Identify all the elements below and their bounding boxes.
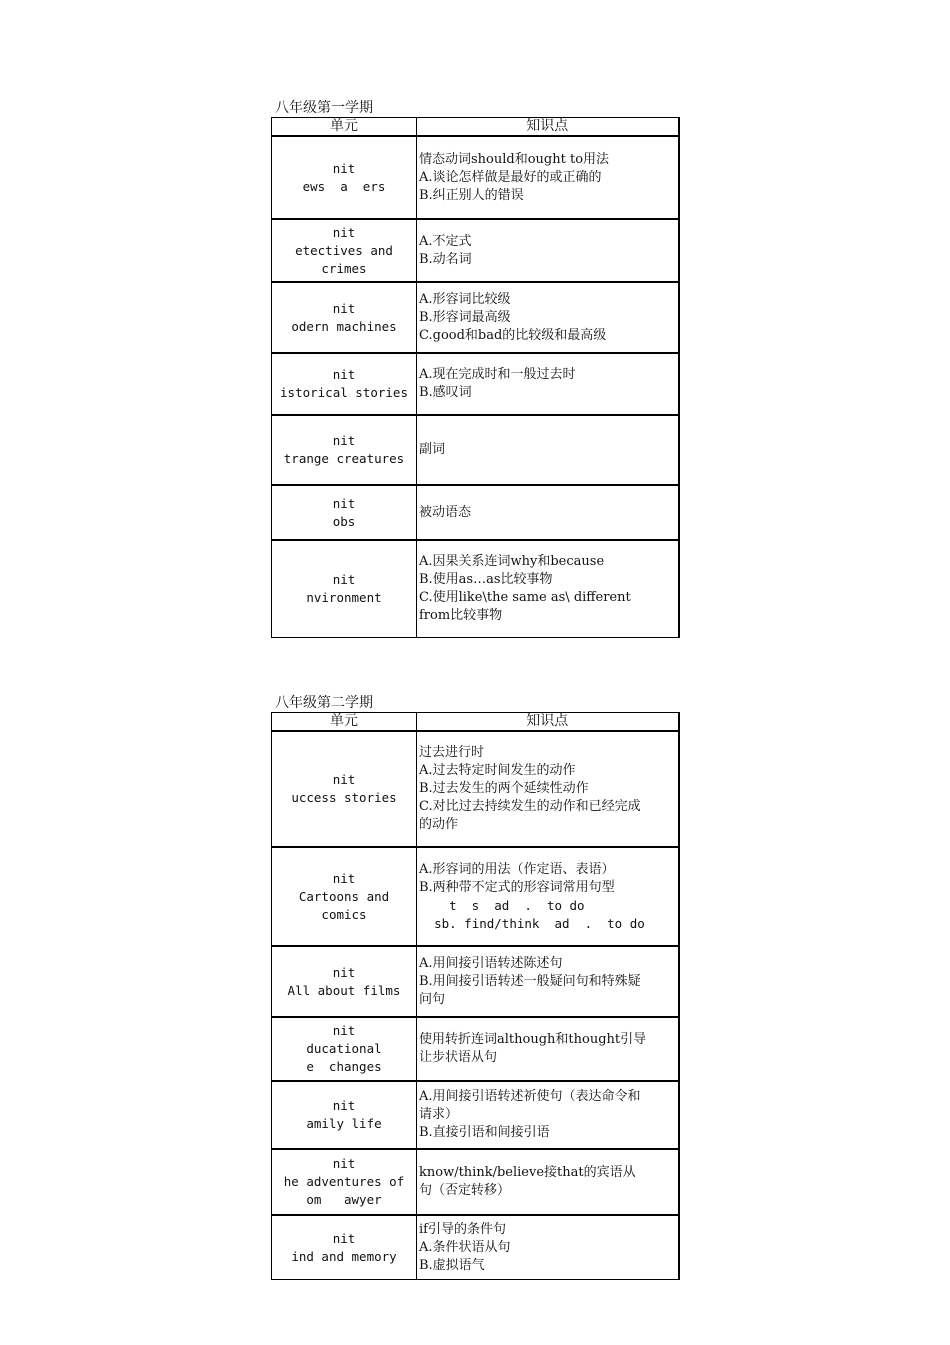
unit-cell bbox=[272, 136, 417, 219]
table-row bbox=[272, 282, 679, 353]
term1-title: 八年级第一学期 bbox=[275, 100, 373, 116]
unit-line: he adventures of bbox=[283, 1174, 405, 1189]
points-cell bbox=[417, 1017, 679, 1081]
points-cell bbox=[417, 485, 679, 540]
point-line: 问句 bbox=[419, 991, 446, 1007]
term2-title: 八年级第二学期 bbox=[275, 695, 373, 711]
point-line: B.过去发生的两个延续性动作 bbox=[419, 781, 589, 796]
unit-cell bbox=[272, 353, 417, 415]
unit-cell bbox=[272, 847, 417, 946]
unit-cell bbox=[272, 1017, 417, 1081]
points-cell bbox=[417, 1149, 679, 1215]
point-line: t s ad . to do bbox=[419, 897, 585, 913]
point-line: C.对比过去持续发生的动作和已经完成 bbox=[419, 799, 641, 814]
points-cell bbox=[417, 353, 679, 415]
points-cell bbox=[417, 282, 679, 353]
point-line: 句（否定转移） bbox=[419, 1183, 511, 1198]
unit-line: etectives and bbox=[295, 242, 393, 258]
unit-line: nit bbox=[332, 572, 356, 587]
unit-cell bbox=[272, 282, 417, 353]
point-line: B.动名词 bbox=[419, 251, 472, 267]
unit-line: nit bbox=[332, 1098, 356, 1113]
point-line: sb. find/think ad . to do bbox=[419, 915, 645, 931]
points-cell bbox=[417, 415, 679, 485]
point-line: 使用转折连词although和thought引导 bbox=[419, 1032, 647, 1047]
unit-line: om awyer bbox=[306, 1192, 382, 1207]
table-row bbox=[272, 946, 679, 1017]
point-line: B.直接引语和间接引语 bbox=[419, 1125, 550, 1140]
point-line: A.因果关系连词why和because bbox=[419, 554, 605, 569]
table-row bbox=[272, 1149, 679, 1215]
unit-line: istorical stories bbox=[280, 385, 408, 400]
table-row bbox=[272, 731, 679, 847]
point-line: A.用间接引语转述陈述句 bbox=[419, 955, 563, 971]
unit-cell bbox=[272, 485, 417, 540]
table-row bbox=[272, 1081, 679, 1149]
point-line: B.虚拟语气 bbox=[419, 1257, 485, 1273]
unit-line: e changes bbox=[306, 1059, 382, 1074]
point-line: 副词 bbox=[419, 442, 446, 457]
unit-line: uccess stories bbox=[291, 790, 397, 805]
point-line: A.形容词的用法（作定语、表语） bbox=[419, 861, 615, 877]
term1-section bbox=[271, 99, 678, 638]
point-line: A.条件状语从句 bbox=[419, 1239, 511, 1255]
table-row bbox=[272, 847, 679, 946]
unit-line: crimes bbox=[321, 260, 367, 276]
point-line: from比较事物 bbox=[419, 608, 503, 623]
point-line: 请求） bbox=[419, 1107, 459, 1122]
term1-table bbox=[271, 117, 680, 638]
table-row bbox=[272, 1215, 679, 1280]
table-row bbox=[272, 219, 679, 282]
unit-line: nit bbox=[332, 433, 356, 448]
unit-line: All about films bbox=[287, 982, 401, 998]
points-cell bbox=[417, 847, 679, 946]
point-line: A.形容词比较级 bbox=[419, 291, 511, 307]
unit-line: nit bbox=[332, 160, 356, 176]
term2-section bbox=[271, 694, 678, 1280]
point-line: B.形容词最高级 bbox=[419, 309, 511, 325]
unit-line: ind and memory bbox=[291, 1248, 397, 1264]
points-cell bbox=[417, 540, 679, 638]
point-line: B.使用as…as比较事物 bbox=[419, 572, 553, 587]
unit-line: nit bbox=[332, 964, 356, 980]
unit-line: comics bbox=[321, 906, 367, 922]
point-line: B.感叹词 bbox=[419, 385, 472, 400]
point-line: 被动语态 bbox=[419, 504, 472, 520]
point-line: 过去进行时 bbox=[419, 745, 485, 760]
unit-line: nit bbox=[332, 1023, 356, 1038]
table-row bbox=[272, 1017, 679, 1081]
point-line: if引导的条件句 bbox=[419, 1221, 506, 1237]
unit-line: nit bbox=[332, 1230, 356, 1246]
unit-cell bbox=[272, 219, 417, 282]
point-line: A.用间接引语转述祈使句（表达命令和 bbox=[419, 1089, 641, 1104]
point-line: know/think/believe接that的宾语从 bbox=[419, 1165, 636, 1180]
point-line: B.纠正别人的错误 bbox=[419, 187, 524, 203]
term2-table bbox=[271, 712, 680, 1280]
points-cell bbox=[417, 219, 679, 282]
point-line: C.使用like\the same as\ different bbox=[419, 590, 631, 605]
table-header-row bbox=[272, 118, 679, 137]
points-header: 知识点 bbox=[417, 118, 679, 137]
unit-cell bbox=[272, 415, 417, 485]
point-line: C.good和bad的比较级和最高级 bbox=[419, 327, 607, 343]
unit-line: nit bbox=[332, 300, 356, 316]
unit-line: ducational bbox=[306, 1041, 382, 1056]
points-cell bbox=[417, 731, 679, 847]
table-row bbox=[272, 136, 679, 219]
unit-line: nit bbox=[332, 870, 356, 886]
point-line: A.不定式 bbox=[419, 233, 472, 249]
points-cell bbox=[417, 1215, 679, 1280]
unit-line: odern machines bbox=[291, 318, 397, 334]
unit-header: 单元 bbox=[272, 713, 417, 732]
unit-cell bbox=[272, 540, 417, 638]
unit-cell bbox=[272, 1149, 417, 1215]
unit-line: nit bbox=[332, 772, 356, 787]
point-line: A.谈论怎样做是最好的或正确的 bbox=[419, 169, 602, 185]
table-row bbox=[272, 353, 679, 415]
points-cell bbox=[417, 136, 679, 219]
table-row bbox=[272, 485, 679, 540]
points-cell bbox=[417, 946, 679, 1017]
point-line: A.现在完成时和一般过去时 bbox=[419, 367, 576, 382]
unit-line: Cartoons and bbox=[298, 888, 390, 904]
points-cell bbox=[417, 1081, 679, 1149]
point-line: 让步状语从句 bbox=[419, 1050, 498, 1065]
unit-line: nvironment bbox=[306, 590, 382, 605]
table-header-row bbox=[272, 713, 679, 732]
table-row bbox=[272, 415, 679, 485]
point-line: B.用间接引语转述一般疑问句和特殊疑 bbox=[419, 973, 641, 989]
unit-line: nit bbox=[332, 495, 356, 511]
unit-line: obs bbox=[332, 513, 356, 529]
unit-cell bbox=[272, 946, 417, 1017]
unit-line: trange creatures bbox=[283, 451, 405, 466]
unit-line: nit bbox=[332, 1156, 356, 1171]
unit-line: ews a ers bbox=[302, 178, 386, 194]
unit-cell bbox=[272, 731, 417, 847]
table-row bbox=[272, 540, 679, 638]
point-line: 的动作 bbox=[419, 817, 459, 832]
unit-cell bbox=[272, 1215, 417, 1280]
unit-line: nit bbox=[332, 367, 356, 382]
points-header: 知识点 bbox=[417, 713, 679, 732]
unit-line: amily life bbox=[306, 1116, 382, 1131]
unit-line: nit bbox=[332, 224, 356, 240]
unit-cell bbox=[272, 1081, 417, 1149]
point-line: 情态动词should和ought to用法 bbox=[419, 151, 610, 167]
point-line: B.两种带不定式的形容词常用句型 bbox=[419, 879, 615, 895]
point-line: A.过去特定时间发生的动作 bbox=[419, 763, 576, 778]
unit-header: 单元 bbox=[272, 118, 417, 137]
